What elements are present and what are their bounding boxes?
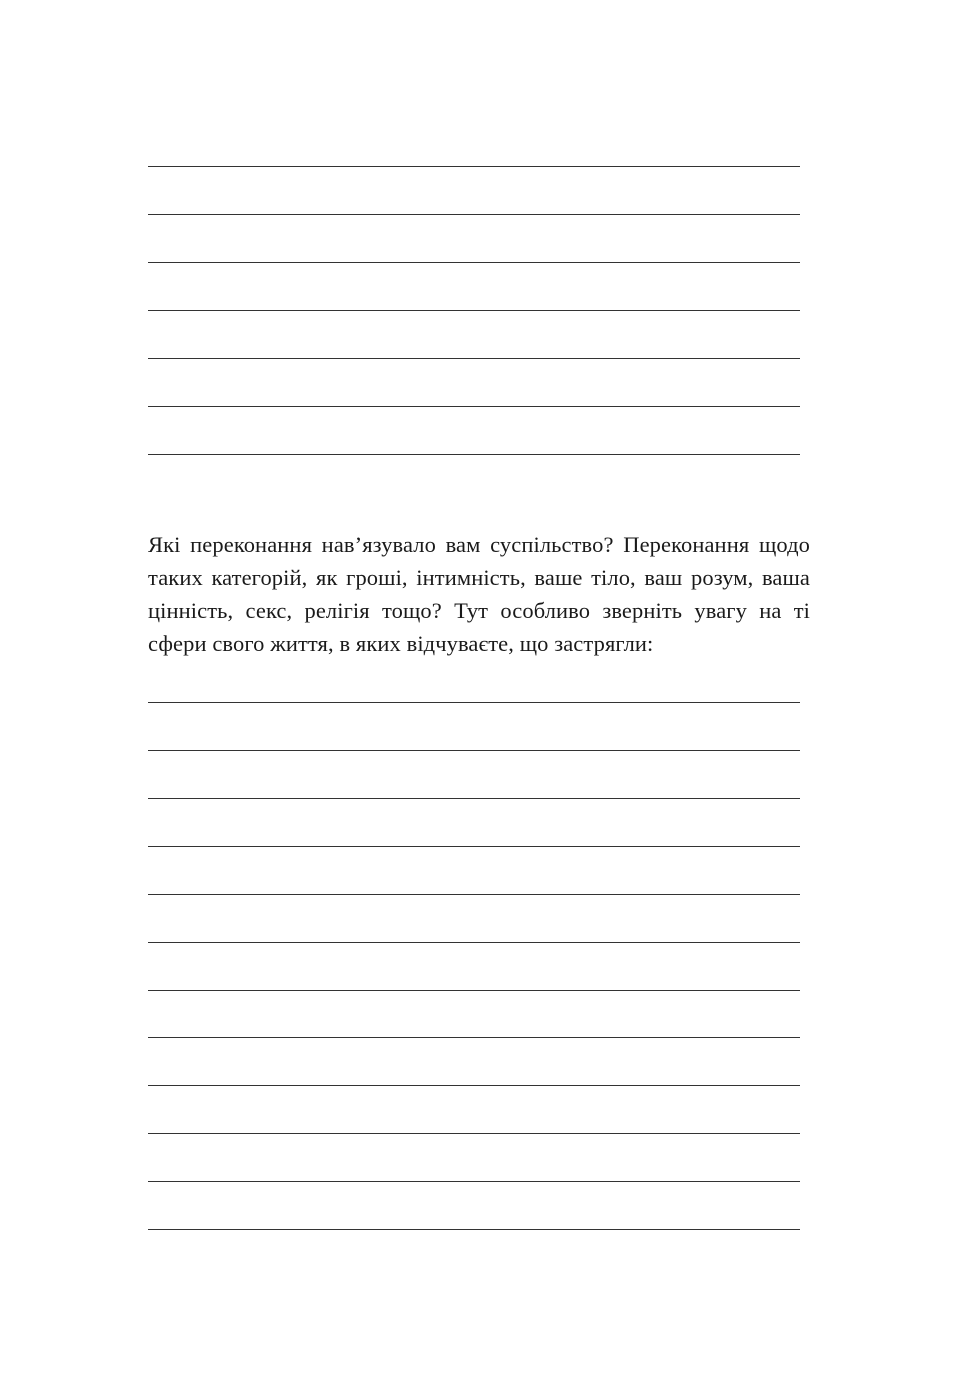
writing-line[interactable] bbox=[148, 166, 800, 167]
writing-line[interactable] bbox=[148, 702, 800, 703]
writing-line[interactable] bbox=[148, 1181, 800, 1182]
writing-line[interactable] bbox=[148, 1085, 800, 1086]
writing-line[interactable] bbox=[148, 942, 800, 943]
writing-line[interactable] bbox=[148, 214, 800, 215]
writing-line[interactable] bbox=[148, 1229, 800, 1230]
writing-line[interactable] bbox=[148, 454, 800, 455]
writing-line[interactable] bbox=[148, 406, 800, 407]
question-prompt: Які переконання нав’язувало вам суспільство? Переконання щодо таких категорій, як гроші, інтимність, ваше тіло, ваш розум, ваша цінність, секс, релігія тощо? Тут особливо зверніть увагу на ті сфери свого життя, в яких відчуваєте, що застрягли: bbox=[148, 532, 810, 656]
writing-line[interactable] bbox=[148, 894, 800, 895]
writing-line[interactable] bbox=[148, 1037, 800, 1038]
writing-line[interactable] bbox=[148, 990, 800, 991]
writing-line[interactable] bbox=[148, 1133, 800, 1134]
writing-line[interactable] bbox=[148, 262, 800, 263]
writing-line[interactable] bbox=[148, 750, 800, 751]
writing-line[interactable] bbox=[148, 310, 800, 311]
writing-line[interactable] bbox=[148, 798, 800, 799]
writing-line[interactable] bbox=[148, 846, 800, 847]
writing-line[interactable] bbox=[148, 358, 800, 359]
